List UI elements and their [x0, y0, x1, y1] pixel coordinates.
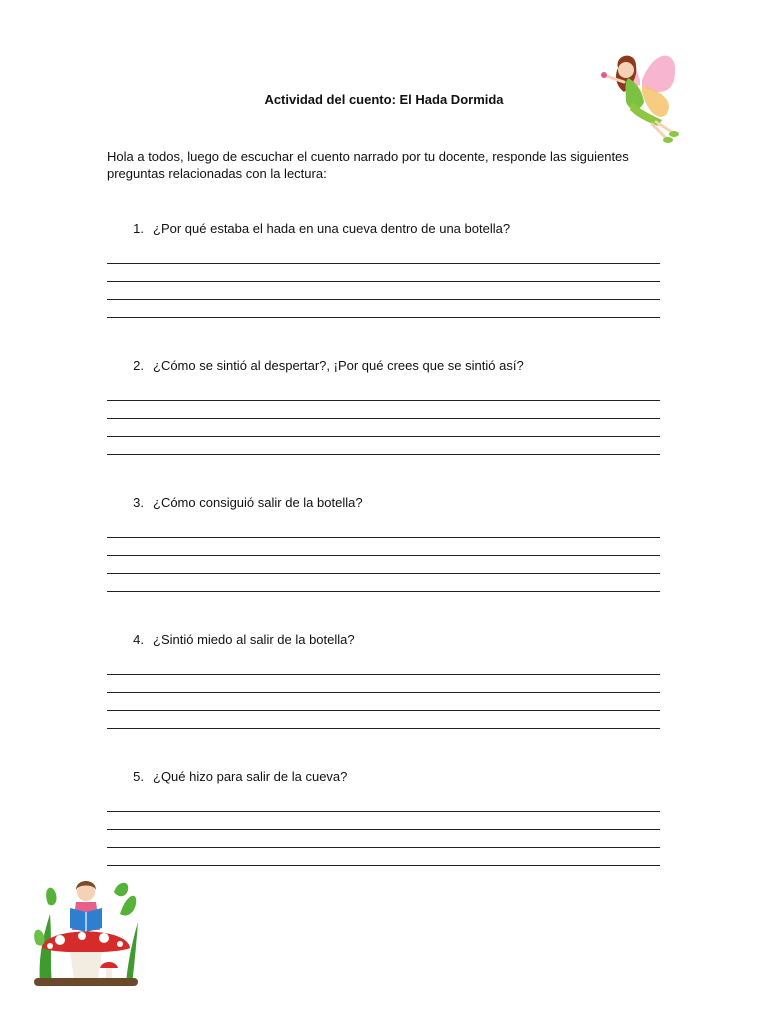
- question-2: [130, 358, 524, 373]
- answer-lines-5: [107, 811, 660, 883]
- question-number: 4.: [133, 632, 144, 647]
- question-3: [130, 495, 363, 510]
- answer-lines-2: [107, 400, 660, 472]
- answer-line[interactable]: [107, 847, 660, 848]
- answer-line[interactable]: [107, 418, 660, 419]
- answer-line[interactable]: [107, 555, 660, 556]
- answer-line[interactable]: [107, 317, 660, 318]
- page-title: Actividad del cuento: El Hada Dormida: [264, 92, 504, 107]
- question-text: ¿Cómo se sintió al despertar?, ¡Por qué crees que se sintió así?: [153, 358, 524, 373]
- answer-line[interactable]: [107, 281, 660, 282]
- intro-paragraph: Hola a todos, luego de escuchar el cuento narrado por tu docente, responde las siguientes preguntas relacionadas con la lectura:: [107, 149, 629, 181]
- question-number: 3.: [133, 495, 144, 510]
- answer-line[interactable]: [107, 400, 660, 401]
- answer-line[interactable]: [107, 436, 660, 437]
- question-text: ¿Cómo consiguió salir de la botella?: [153, 495, 363, 510]
- answer-lines-1: [107, 263, 660, 335]
- answer-line[interactable]: [107, 591, 660, 592]
- question-number: 1.: [133, 221, 144, 236]
- question-number: 2.: [133, 358, 144, 373]
- answer-line[interactable]: [107, 692, 660, 693]
- question-5: [130, 769, 347, 784]
- answer-lines-3: [107, 537, 660, 609]
- answer-line[interactable]: [107, 811, 660, 812]
- answer-line[interactable]: [107, 865, 660, 866]
- question-text: ¿Sintió miedo al salir de la botella?: [153, 632, 355, 647]
- answer-line[interactable]: [107, 263, 660, 264]
- question-text: ¿Qué hizo para salir de la cueva?: [153, 769, 348, 784]
- answer-line[interactable]: [107, 710, 660, 711]
- answer-line[interactable]: [107, 728, 660, 729]
- answer-line[interactable]: [107, 674, 660, 675]
- answer-line[interactable]: [107, 299, 660, 300]
- girl-reading-on-mushroom-icon: [30, 874, 142, 988]
- question-text: ¿Por qué estaba el hada en una cueva dentro de una botella?: [153, 221, 511, 236]
- question-4: [130, 632, 355, 647]
- answer-line[interactable]: [107, 829, 660, 830]
- question-number: 5.: [133, 769, 144, 784]
- answer-line[interactable]: [107, 537, 660, 538]
- question-1: [130, 221, 510, 236]
- answer-lines-4: [107, 674, 660, 746]
- answer-line[interactable]: [107, 573, 660, 574]
- answer-line[interactable]: [107, 454, 660, 455]
